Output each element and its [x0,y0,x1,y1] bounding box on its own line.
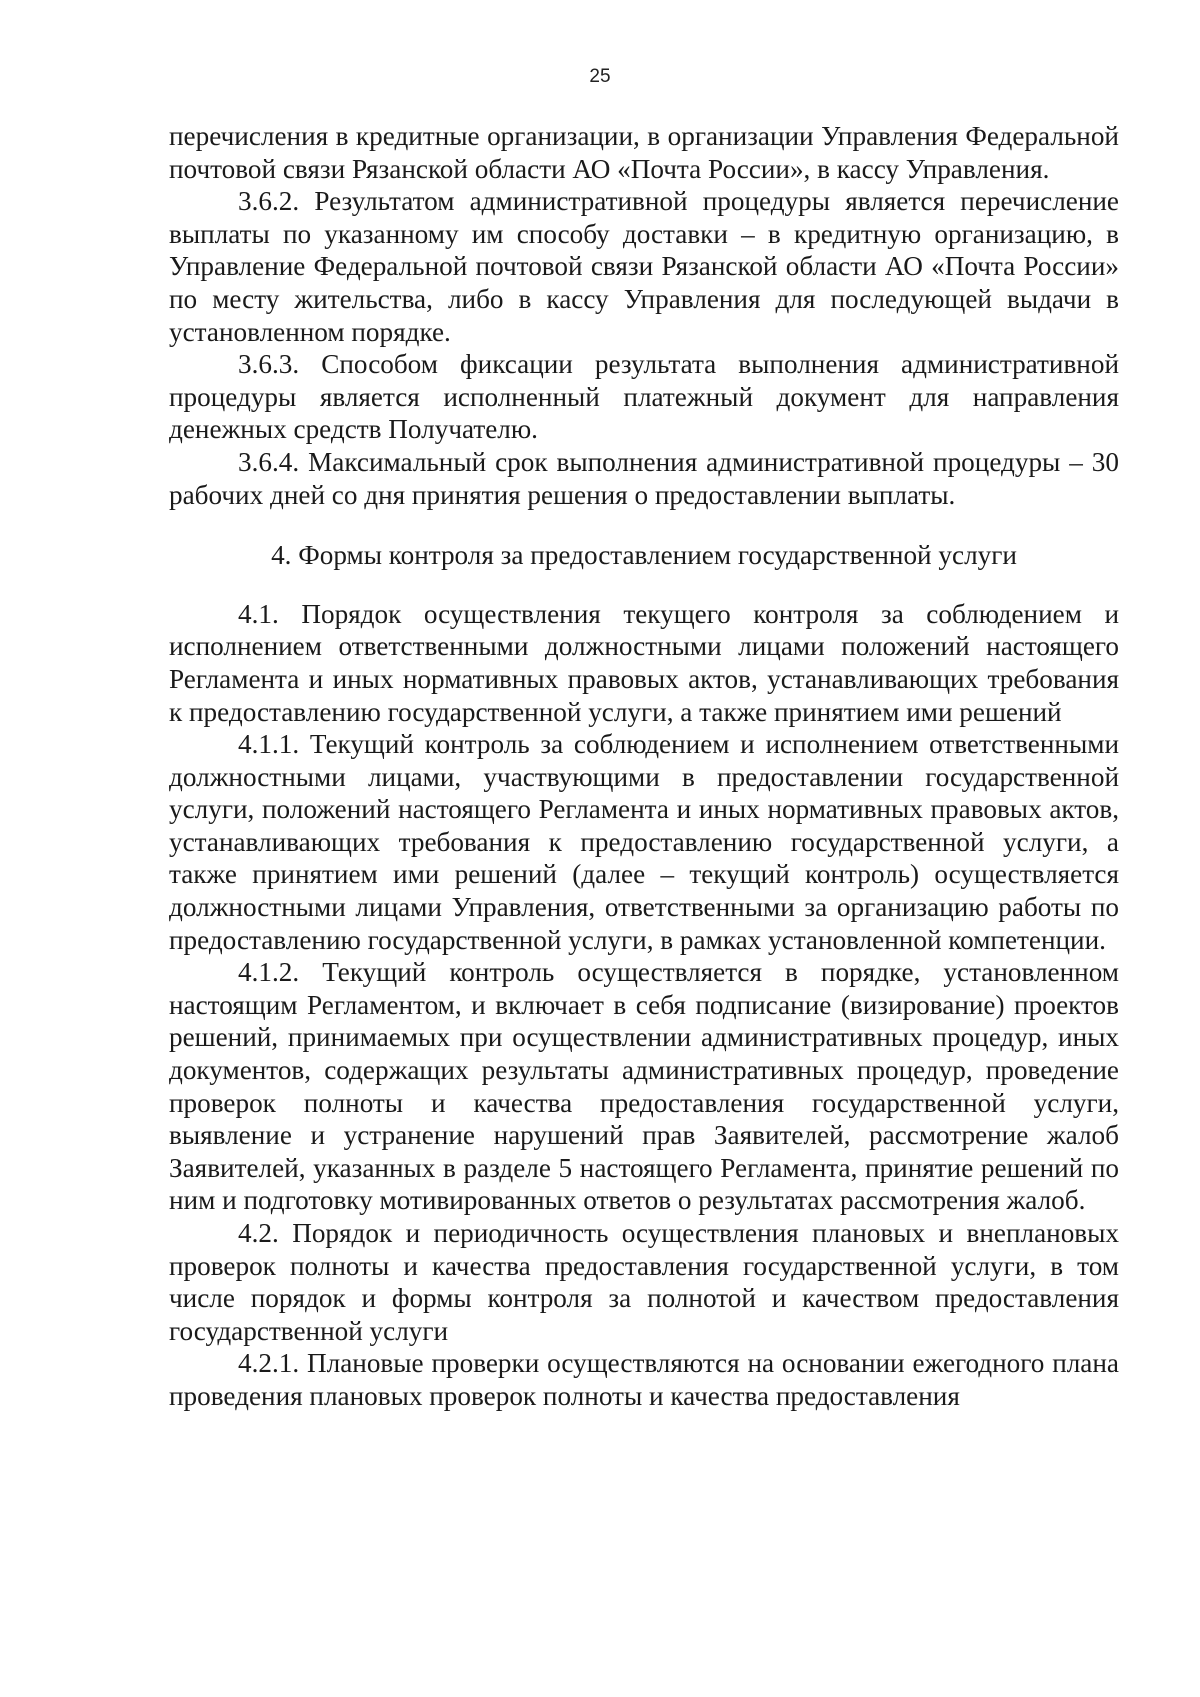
paragraph-3-6-2: 3.6.2. Результатом административной процедуры является перечисление выплаты по указанному им способу доставки – в кредитную организацию, в Управление Федеральной почтовой связи Рязанской области АО «Почта России» по месту жительства, либо в кассу Управления для последующей выдачи в установленном порядке. [169,186,1119,347]
paragraph-3-6-4: 3.6.4. Максимальный срок выполнения административной процедуры – 30 рабочих дней со дня принятия решения о предоставлении выплаты. [169,446,1119,510]
section-heading-4: 4. Формы контроля за предоставлением государственной услуги [271,540,1017,571]
paragraph-4-1-1: 4.1.1. Текущий контроль за соблюдением и исполнением ответственными должностными лицами, участвующими в предоставлении государственной услуги, положений настоящего Регламента и иных нормативных правовых актов, устанавливающих требования к предоставлению государственной услуги, а также принятием ими решений (далее – текущий контроль) осуществляется должностными лицами Управления, ответственными за организацию работы по предоставлению государственной услуги, в рамках установленной компетенции. [169,729,1119,955]
subheading-4-1: 4.1. Порядок осуществления текущего контроля за соблюдением и исполнением ответственными должностными лицами положений настоящего Регламента и иных нормативных правовых актов, устанавливающих требования к предоставлению государственной услуги, а также принятием ими решений [169,598,1119,727]
subheading-4-2: 4.2. Порядок и периодичность осуществления плановых и внеплановых проверок полноты и качества предоставления государственной услуги, в том числе порядок и формы контроля за полнотой и качеством предоставления государственной услуги [169,1218,1119,1346]
paragraph-4-1-2: 4.1.2. Текущий контроль осуществляется в порядке, установленном настоящим Регламентом, и включает в себя подписание (визирование) проектов решений, принимаемых при осуществлении административных процедур, иных документов, содержащих результаты административных процедур, проведение проверок полноты и качества предоставления государственной услуги, выявление и устранение нарушений прав Заявителей, рассмотрение жалоб Заявителей, указанных в разделе 5 настоящего Регламента, принятие решений по ним и подготовку мотивированных ответов о результатах рассмотрения жалоб. [169,957,1119,1216]
paragraph-4-2-1: 4.2.1. Плановые проверки осуществляются на основании ежегодного плана проведения плановых проверок полноты и качества предоставления [169,1348,1119,1411]
paragraph-continuation: перечисления в кредитные организации, в организации Управления Федеральной почтовой связи Рязанской области АО «Почта России», в кассу Управления. [169,121,1119,184]
paragraph-3-6-3: 3.6.3. Способом фиксации результата выполнения административной процедуры является исполненный платежный документ для направления денежных средств Получателю. [169,349,1119,445]
document-body [169,120,1119,1413]
page-number: 25 [589,66,611,87]
